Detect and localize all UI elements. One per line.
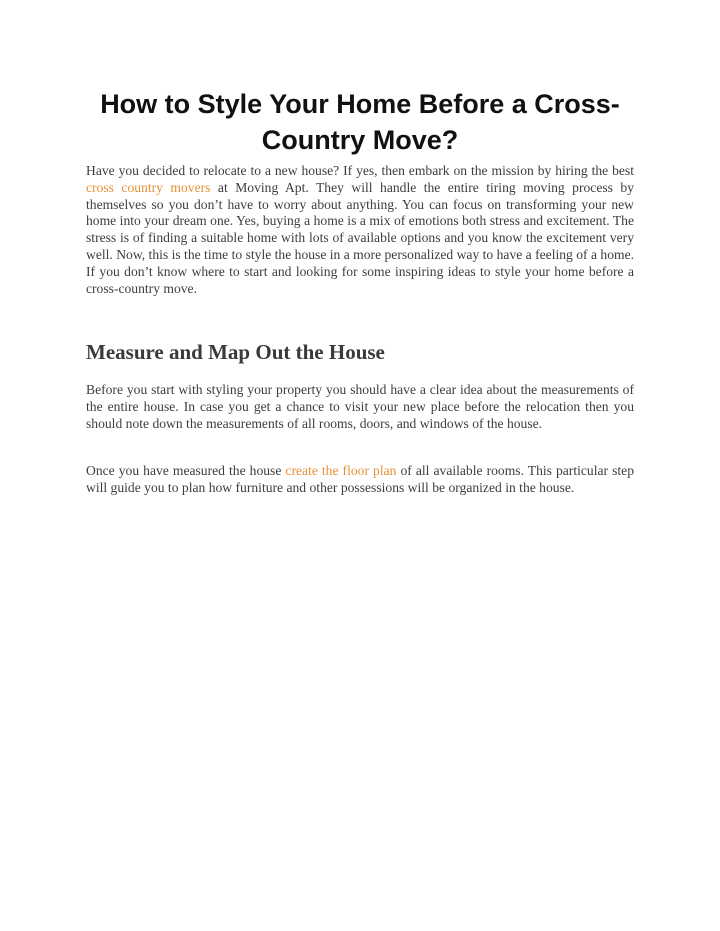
section-heading: Measure and Map Out the House bbox=[86, 340, 385, 364]
intro-text-before-link: Have you decided to relocate to a new house? If yes, then embark on the mission by hiring the best bbox=[86, 163, 634, 178]
intro-paragraph bbox=[86, 163, 634, 297]
floor-plan-text-before-link: Once you have measured the house bbox=[86, 463, 286, 478]
create-floor-plan-link[interactable]: create the floor plan bbox=[285, 463, 397, 478]
floor-plan-text-after-link: of all available rooms. This particular step will guide you to plan how furniture and other possessions will be organized in the house. bbox=[86, 463, 635, 495]
measure-paragraph: Before you start with styling your property you should have a clear idea about the measurements of the entire house. In case you get a chance to visit your new place before the relocation then you should note down the measurements of all rooms, doors, and windows of the house. bbox=[86, 382, 634, 431]
intro-text-after-link: at Moving Apt. They will handle the entire tiring moving process by themselves so you don’t have to worry about anything. You can focus on transforming your new home into your dream one. Yes, buying a home is a mix of emotions both stress and excitement. The stress is of finding a suitable home with lots of available options and you know the excitement very well. Now, this is the time to style the house in a more personalized way to have a feeling of a home. If you don’t know where to start and looking for some inspiring ideas to style your home before a cross-country move. bbox=[86, 179, 635, 296]
article-title: How to Style Your Home Before a Cross-Country Move? bbox=[100, 89, 620, 155]
floor-plan-paragraph bbox=[86, 463, 634, 497]
cross-country-movers-link[interactable]: cross country movers bbox=[86, 179, 211, 195]
